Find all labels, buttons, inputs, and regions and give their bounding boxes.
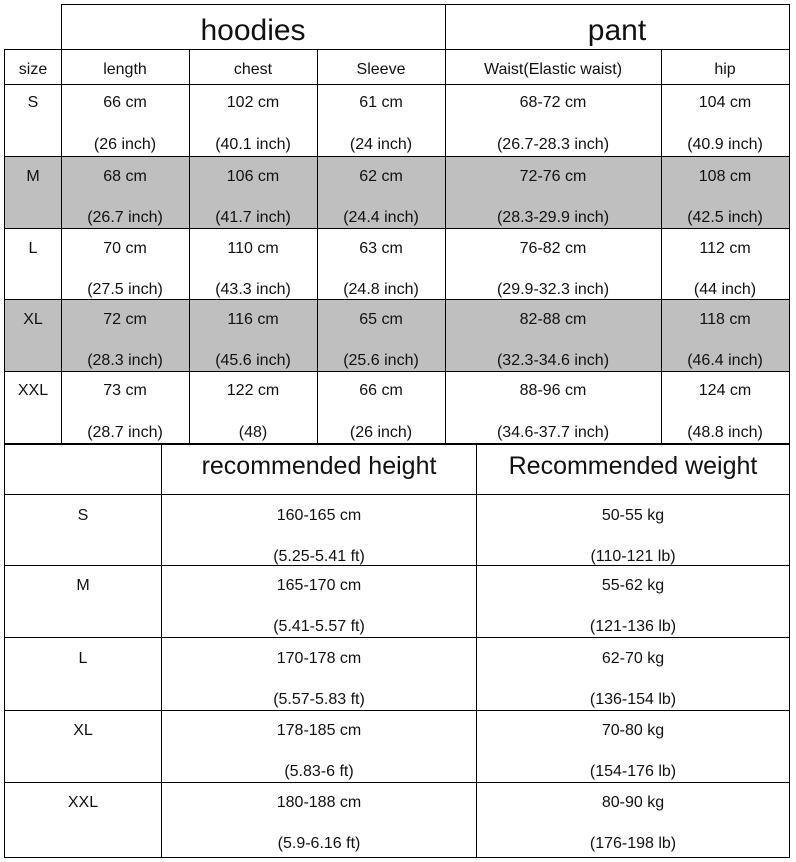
- weight-kg: 80-90 kg: [601, 794, 665, 811]
- sleeve-cm: 65 cm: [359, 311, 403, 328]
- recommended-height-header: recommended height: [201, 452, 437, 480]
- length-cm: 72 cm: [103, 311, 147, 328]
- length-cm: 73 cm: [103, 382, 147, 399]
- grid-line: [4, 371, 790, 372]
- sleeve-inch: (24.4 inch): [343, 209, 419, 226]
- hip-cm: 118 cm: [699, 311, 751, 328]
- weight-lb: (154-176 lb): [589, 763, 677, 780]
- length-cm: 66 cm: [103, 94, 147, 111]
- sleeve-inch: (26 inch): [349, 424, 413, 441]
- length-cm: 68 cm: [103, 168, 147, 185]
- col-size: size: [18, 61, 48, 78]
- height-ft: (5.83-6 ft): [284, 763, 354, 780]
- hip-inch: (46.4 inch): [687, 352, 763, 369]
- sleeve-cm: 66 cm: [359, 382, 403, 399]
- grid-line: [4, 565, 790, 566]
- height-ft: (5.57-5.83 ft): [273, 691, 365, 708]
- grid-line: [61, 4, 62, 444]
- chest-cm: 116 cm: [227, 311, 279, 328]
- grid-line: [189, 49, 190, 444]
- grid-line: [445, 4, 446, 444]
- col-waist: Waist(Elastic waist): [483, 61, 623, 78]
- hip-inch: (48.8 inch): [687, 424, 763, 441]
- chest-cm: 110 cm: [227, 240, 279, 257]
- weight-kg: 62-70 kg: [601, 650, 665, 667]
- chest-cm: 102 cm: [226, 94, 280, 111]
- waist-inch: (32.3-34.6 inch): [496, 352, 610, 369]
- length-inch: (27.5 inch): [87, 281, 163, 298]
- grid-line: [4, 299, 790, 300]
- length-inch: (26.7 inch): [87, 209, 163, 226]
- size-label: XXL: [67, 794, 99, 811]
- height-ft: (5.41-5.57 ft): [273, 618, 365, 635]
- weight-lb: (176-198 lb): [589, 835, 677, 852]
- weight-kg: 55-62 kg: [601, 577, 665, 594]
- sleeve-cm: 63 cm: [359, 240, 403, 257]
- chest-inch: (43.3 inch): [215, 281, 291, 298]
- waist-inch: (34.6-37.7 inch): [496, 424, 610, 441]
- waist-inch: (26.7-28.3 inch): [496, 136, 610, 153]
- size-label: XL: [73, 722, 93, 739]
- size-label: M: [76, 577, 90, 594]
- height-cm: 178-185 cm: [276, 722, 362, 739]
- waist-cm: 72-76 cm: [519, 168, 587, 185]
- grid-line: [789, 4, 790, 444]
- col-sleeve: Sleeve: [356, 61, 406, 78]
- grid-line: [4, 156, 790, 157]
- waist-cm: 68-72 cm: [519, 94, 587, 111]
- length-inch: (26 inch): [93, 136, 157, 153]
- grid-line: [4, 710, 790, 711]
- grid-line: [4, 637, 790, 638]
- grid-line: [4, 444, 5, 858]
- size-label: M: [26, 168, 40, 185]
- col-hip: hip: [714, 61, 736, 78]
- length-inch: (28.7 inch): [87, 424, 163, 441]
- height-ft: (5.25-5.41 ft): [273, 548, 365, 565]
- col-length: length: [103, 61, 147, 78]
- size-label: L: [28, 240, 38, 257]
- hip-cm: 104 cm: [698, 94, 752, 111]
- size-label: S: [77, 507, 89, 524]
- grid-line: [4, 782, 790, 783]
- weight-lb: (121-136 lb): [589, 618, 677, 635]
- grid-line: [4, 49, 790, 50]
- weight-lb: (110-121 lb): [590, 548, 676, 565]
- grid-line: [661, 49, 662, 444]
- col-chest: chest: [233, 61, 273, 78]
- waist-cm: 76-82 cm: [519, 240, 587, 257]
- height-cm: 170-178 cm: [276, 650, 362, 667]
- chest-inch: (41.7 inch): [215, 209, 291, 226]
- hip-inch: (44 inch): [693, 281, 757, 298]
- length-inch: (28.3 inch): [87, 352, 163, 369]
- hip-inch: (40.9 inch): [687, 136, 763, 153]
- sleeve-cm: 61 cm: [359, 94, 403, 111]
- grid-line: [61, 4, 790, 5]
- weight-kg: 70-80 kg: [601, 722, 665, 739]
- grid-line: [4, 443, 790, 445]
- grid-line: [4, 84, 790, 85]
- chest-inch: (48): [238, 424, 268, 441]
- grid-line: [789, 444, 790, 858]
- waist-inch: (29.9-32.3 inch): [496, 281, 610, 298]
- hip-cm: 108 cm: [698, 168, 752, 185]
- grid-line: [317, 49, 318, 444]
- length-cm: 70 cm: [103, 240, 147, 257]
- grid-line: [476, 444, 477, 858]
- sleeve-inch: (25.6 inch): [343, 352, 419, 369]
- weight-lb: (136-154 lb): [589, 691, 677, 708]
- size-label: L: [78, 650, 88, 667]
- chest-inch: (40.1 inch): [215, 136, 291, 153]
- grid-line: [4, 857, 790, 858]
- grid-line: [4, 494, 790, 495]
- pant-header: pant: [587, 14, 647, 47]
- grid-line: [4, 49, 5, 444]
- height-cm: 160-165 cm: [276, 507, 362, 524]
- size-label: XL: [23, 311, 43, 328]
- recommended-weight-header: Recommended weight: [508, 452, 758, 480]
- weight-kg: 50-55 kg: [601, 507, 665, 524]
- grid-line: [4, 228, 790, 229]
- hip-cm: 112 cm: [699, 240, 751, 257]
- chest-cm: 122 cm: [226, 382, 280, 399]
- sleeve-inch: (24.8 inch): [343, 281, 419, 298]
- sleeve-inch: (24 inch): [349, 136, 413, 153]
- chest-inch: (45.6 inch): [215, 352, 291, 369]
- height-cm: 165-170 cm: [276, 577, 362, 594]
- size-label: S: [27, 94, 39, 111]
- hip-inch: (42.5 inch): [687, 209, 763, 226]
- size-label: XXL: [17, 382, 49, 399]
- waist-cm: 82-88 cm: [519, 311, 587, 328]
- height-cm: 180-188 cm: [276, 794, 362, 811]
- waist-inch: (28.3-29.9 inch): [496, 209, 610, 226]
- waist-cm: 88-96 cm: [519, 382, 587, 399]
- sleeve-cm: 62 cm: [359, 168, 403, 185]
- height-ft: (5.9-6.16 ft): [277, 835, 361, 852]
- hip-cm: 124 cm: [698, 382, 752, 399]
- grid-line: [161, 444, 162, 858]
- hoodies-header: hoodies: [200, 14, 306, 47]
- chest-cm: 106 cm: [226, 168, 280, 185]
